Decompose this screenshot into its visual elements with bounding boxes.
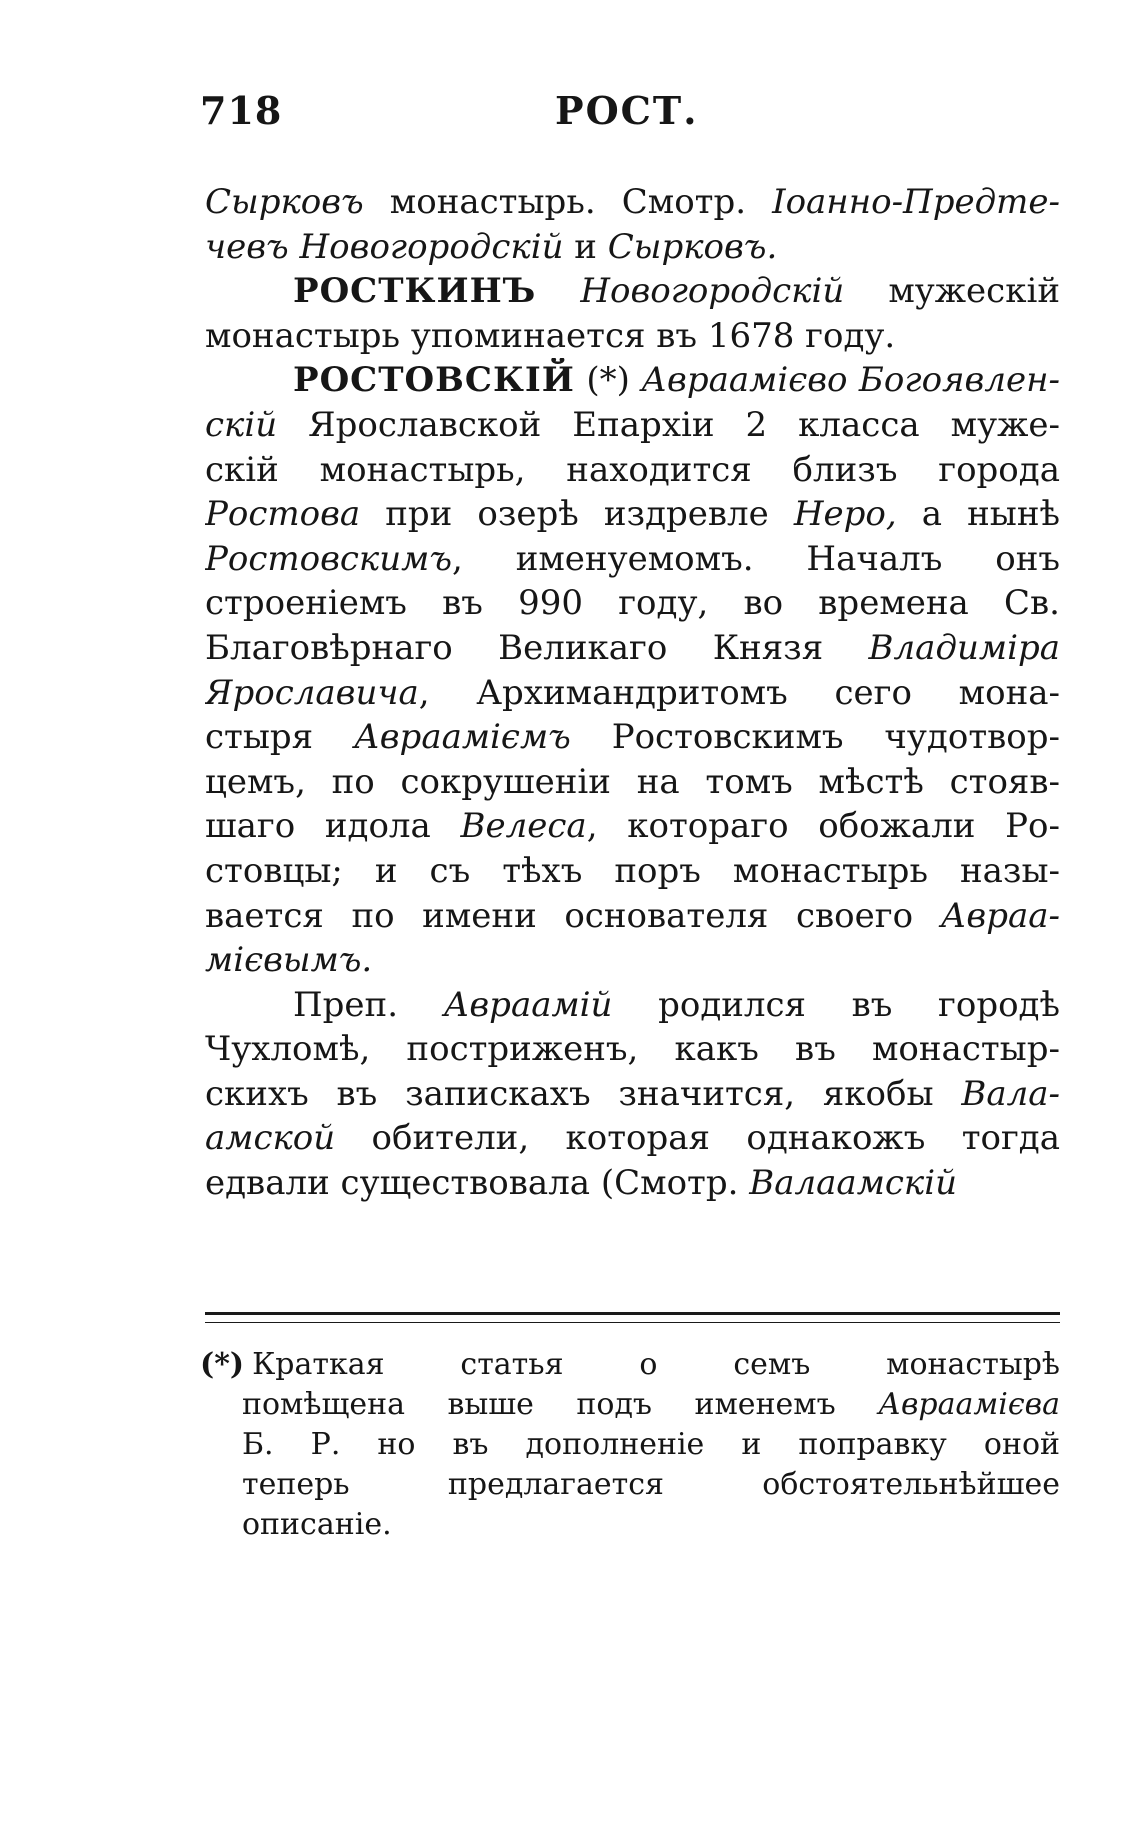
text-line — [205, 760, 1060, 805]
text-segment: стыря — [205, 717, 355, 758]
text-line — [205, 983, 1060, 1028]
footnote-rule — [205, 1312, 1060, 1315]
footnote-line — [200, 1505, 1060, 1545]
text-line — [205, 492, 1060, 537]
text-segment: Чухломѣ, постриженъ, какъ въ монастыр- — [205, 1029, 1060, 1070]
text-line — [205, 849, 1060, 894]
footnote — [200, 1345, 1060, 1545]
entry-heading: РОСТОВСКІЙ — [293, 360, 575, 401]
italic-text: амской — [205, 1118, 336, 1159]
footnote-line — [200, 1385, 1060, 1425]
footnote-line — [200, 1465, 1060, 1505]
text-line — [205, 358, 1060, 403]
italic-text: Новогородскій — [580, 271, 845, 312]
text-segment: Благовѣрнаго Великаго Князя — [205, 627, 869, 668]
text-line — [205, 448, 1060, 493]
text-segment: монастырь. Смотр. — [363, 182, 773, 222]
italic-text: Сырковъ. — [607, 226, 778, 267]
italic-text: мієвымъ. — [205, 940, 373, 981]
page-number: 718 — [200, 88, 283, 133]
text-line — [205, 269, 1060, 314]
text-segment: Преп. — [293, 984, 444, 1025]
text-line — [205, 894, 1060, 939]
italic-text: Авраа- — [940, 895, 1060, 936]
text-line — [205, 225, 1060, 270]
text-segment: , именуемомъ. Началъ онъ — [451, 538, 1060, 579]
text-segment: строеніемъ въ 990 году, во времена Св. — [205, 583, 1060, 624]
text-segment: Ростовскимъ чудотвор- — [570, 717, 1060, 758]
italic-text: Сырковъ — [205, 182, 364, 222]
text-segment: монастырь упоминается въ 1678 году. — [205, 315, 896, 356]
text-segment: описаніе. — [242, 1507, 392, 1542]
text-segment: , Архимандритомъ сего мона- — [418, 672, 1060, 713]
footnote-rule-thin — [205, 1322, 1060, 1323]
text-line — [205, 671, 1060, 716]
italic-text: Неро, — [793, 494, 897, 535]
text-segment: Ярославской Епархіи 2 класса муже- — [277, 404, 1060, 445]
text-segment: и — [563, 226, 608, 267]
italic-text: Валаамскій — [749, 1163, 958, 1204]
italic-text: чевъ Новогородскій — [205, 226, 564, 267]
text-line — [205, 581, 1060, 626]
text-line — [205, 403, 1060, 448]
italic-text: скій — [205, 404, 278, 445]
text-segment: помѣщена выше подъ именемъ — [242, 1387, 879, 1422]
italic-text: Іоанно-Предте- — [772, 182, 1060, 222]
text-segment: мужескій — [844, 271, 1060, 312]
text-line — [205, 804, 1060, 849]
entry-heading: РОСТКИНЪ — [293, 271, 537, 312]
running-head: РОСТ. — [555, 88, 699, 133]
text-segment: шаго идола — [205, 806, 461, 847]
italic-text: Авраамієво Богоявлен- — [641, 360, 1060, 401]
body-text — [205, 180, 1060, 1206]
italic-text: Ярославича — [205, 672, 419, 713]
text-segment: а нынѣ — [896, 494, 1060, 535]
text-segment: родился въ городѣ — [612, 984, 1060, 1025]
text-segment: стовцы; и съ тѣхъ поръ монастырь назы- — [205, 850, 1060, 891]
text-line — [205, 1027, 1060, 1072]
text-segment: цемъ, по сокрушеніи на томъ мѣстѣ стояв- — [205, 761, 1060, 802]
italic-text: Аврааміємъ — [354, 717, 571, 758]
italic-text: Велеса — [460, 806, 587, 847]
text-segment — [536, 271, 580, 311]
italic-text: Владиміра — [868, 627, 1060, 668]
text-line — [205, 180, 1060, 225]
text-segment: (*) — [574, 360, 642, 401]
text-segment: Краткая статья о семъ монастырѣ — [252, 1347, 1060, 1382]
footnote-line — [200, 1345, 1060, 1385]
text-line — [205, 1161, 1060, 1206]
text-line — [205, 537, 1060, 582]
text-segment: Б. Р. но въ дополненіе и поправку оной — [242, 1427, 1060, 1462]
text-line — [205, 626, 1060, 671]
italic-text: Ростова — [205, 494, 361, 535]
text-line — [205, 938, 1060, 983]
footnote-marker: (*) — [200, 1347, 245, 1382]
text-line — [205, 1116, 1060, 1161]
text-segment: скій монастырь, находится близъ города — [205, 449, 1060, 490]
text-segment: скихъ въ запискахъ значится, якобы — [205, 1073, 962, 1114]
italic-text: Вала- — [961, 1073, 1060, 1114]
text-segment: обители, которая однакожъ тогда — [335, 1118, 1060, 1159]
page-header — [200, 88, 1060, 148]
text-segment: теперь предлагается обстоятельнѣйшее — [242, 1467, 1060, 1502]
italic-text: Авраамієва — [878, 1387, 1060, 1422]
text-segment: вается по имени основателя своего — [205, 895, 941, 936]
text-line — [205, 715, 1060, 760]
text-line — [205, 1072, 1060, 1117]
text-segment: едвали существовала (Смотр. — [205, 1163, 750, 1204]
italic-text: Авраамій — [443, 984, 613, 1025]
footnote-line — [200, 1425, 1060, 1465]
italic-text: Ростовскимъ — [205, 538, 452, 579]
text-line — [205, 314, 1060, 359]
text-segment: , котораго обожали Ро- — [586, 806, 1060, 847]
text-segment: при озерѣ издревле — [360, 494, 794, 535]
